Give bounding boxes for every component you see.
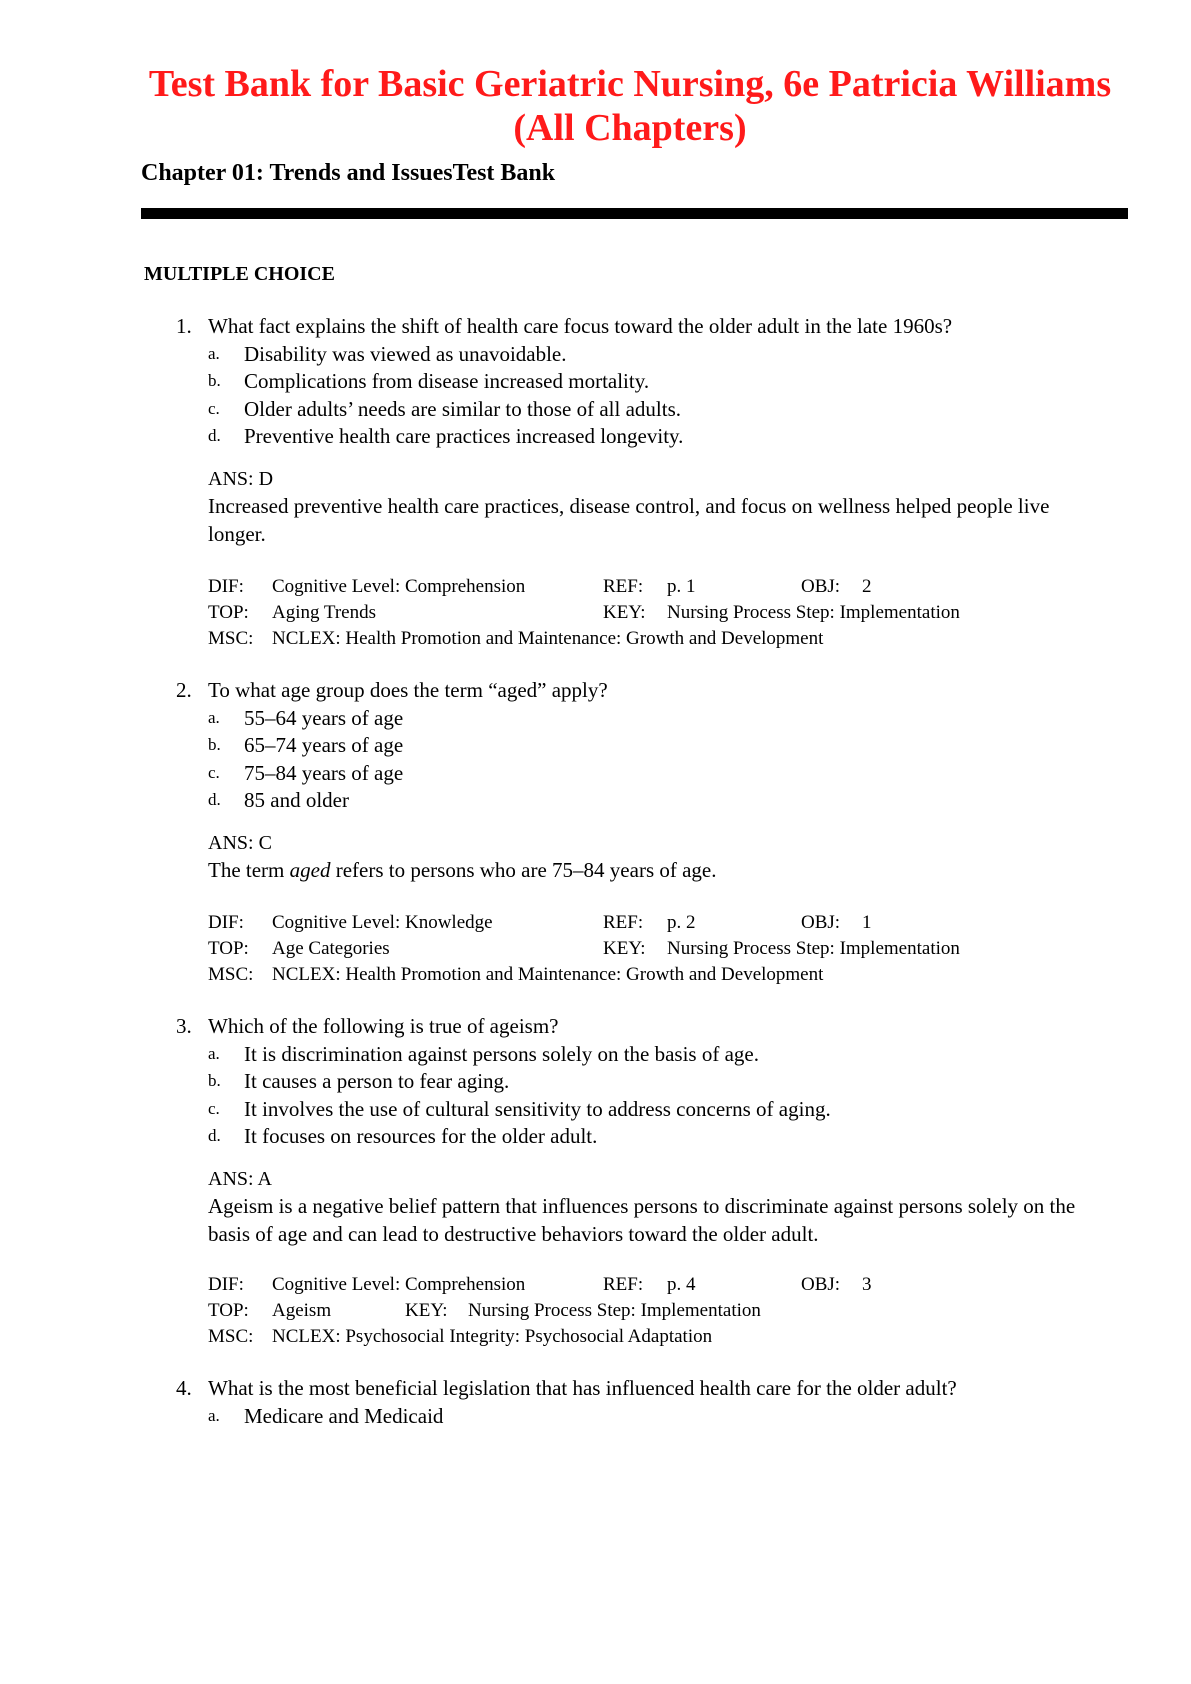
option-text: Disability was viewed as unavoidable. <box>244 342 567 366</box>
ref-label: REF: <box>603 912 644 933</box>
option-letter: d. <box>208 1126 221 1145</box>
answer-rationale: Increased preventive health care practices, disease control, and focus on wellness helped people live longer. <box>208 494 1050 546</box>
msc-value: NCLEX: Psychosocial Integrity: Psychosocial Adaptation <box>272 1326 713 1347</box>
ref-value: p. 2 <box>667 912 696 933</box>
question-number: 1. <box>176 314 192 338</box>
top-value: Age Categories <box>272 938 390 959</box>
chapter-heading: Chapter 01: Trends and IssuesTest Bank <box>141 160 556 186</box>
option-letter: a. <box>208 1406 220 1425</box>
ref-value: p. 1 <box>667 576 696 597</box>
key-label: KEY: <box>405 1300 448 1321</box>
rationale-text: The term <box>208 858 290 882</box>
option-text: It involves the use of cultural sensitivity to address concerns of aging. <box>244 1097 831 1121</box>
option-letter: b. <box>208 371 221 390</box>
option-text: It focuses on resources for the older adult. <box>244 1124 598 1148</box>
obj-value: 3 <box>862 1274 872 1295</box>
obj-value: 1 <box>862 912 872 933</box>
option-letter: b. <box>208 735 221 754</box>
option-letter: d. <box>208 426 221 445</box>
obj-value: 2 <box>862 576 872 597</box>
option-text: 55–64 years of age <box>244 706 404 730</box>
key-value: Nursing Process Step: Implementation <box>667 938 960 959</box>
top-label: TOP: <box>208 938 249 959</box>
ref-label: REF: <box>603 1274 644 1295</box>
top-value: Aging Trends <box>272 602 376 623</box>
option-letter: a. <box>208 708 220 727</box>
answer-key: ANS: A <box>208 1168 272 1190</box>
msc-label: MSC: <box>208 1326 254 1347</box>
obj-label: OBJ: <box>801 912 841 933</box>
option-letter: c. <box>208 399 220 418</box>
question-number: 2. <box>176 678 192 702</box>
top-label: TOP: <box>208 1300 249 1321</box>
section-heading: MULTIPLE CHOICE <box>144 263 335 285</box>
msc-label: MSC: <box>208 964 254 985</box>
option-text: Older adults’ needs are similar to those of all adults. <box>244 397 681 421</box>
dif-value: Cognitive Level: Comprehension <box>272 1274 526 1295</box>
rationale-emphasis: aged <box>289 858 331 882</box>
option-text: It is discrimination against persons solely on the basis of age. <box>244 1042 759 1066</box>
answer-rationale: Ageism is a negative belief pattern that influences persons to discriminate against persons solely on the basis of age and can lead to destructive behaviors toward the older adult. <box>208 1194 1076 1246</box>
question-text: What is the most beneficial legislation that has influenced health care for the older adult? <box>208 1376 957 1400</box>
option-text: 85 and older <box>244 788 349 812</box>
option-text: 75–84 years of age <box>244 761 404 785</box>
question-text: Which of the following is true of ageism? <box>208 1014 559 1038</box>
ref-value: p. 4 <box>667 1274 696 1295</box>
option-text: Medicare and Medicaid <box>244 1404 444 1428</box>
key-value: Nursing Process Step: Implementation <box>468 1300 761 1321</box>
question-text: To what age group does the term “aged” apply? <box>208 678 608 702</box>
option-text: Preventive health care practices increased longevity. <box>244 424 684 448</box>
document-title: Test Bank for Basic Geriatric Nursing, 6e Patricia Williams (All Chapters) <box>148 63 1112 149</box>
answer-rationale <box>208 857 1088 885</box>
option-text: It causes a person to fear aging. <box>244 1069 510 1093</box>
dif-label: DIF: <box>208 1274 244 1295</box>
ref-label: REF: <box>603 576 644 597</box>
dif-label: DIF: <box>208 576 244 597</box>
dif-value: Cognitive Level: Knowledge <box>272 912 493 933</box>
question-text: What fact explains the shift of health care focus toward the older adult in the late 1960s? <box>208 314 953 338</box>
obj-label: OBJ: <box>801 1274 841 1295</box>
option-letter: c. <box>208 1099 220 1118</box>
option-letter: a. <box>208 1044 220 1063</box>
key-label: KEY: <box>603 602 646 623</box>
option-letter: c. <box>208 763 220 782</box>
option-letter: d. <box>208 790 221 809</box>
question-number: 3. <box>176 1014 192 1038</box>
answer-key: ANS: D <box>208 468 274 490</box>
top-label: TOP: <box>208 602 249 623</box>
question-number: 4. <box>176 1376 192 1400</box>
key-value: Nursing Process Step: Implementation <box>667 602 960 623</box>
heading-divider <box>141 208 1128 219</box>
msc-label: MSC: <box>208 628 254 649</box>
option-letter: a. <box>208 344 220 363</box>
rationale-text: refers to persons who are 75–84 years of age. <box>330 858 717 882</box>
dif-label: DIF: <box>208 912 244 933</box>
top-value: Ageism <box>272 1300 332 1321</box>
option-text: 65–74 years of age <box>244 733 404 757</box>
dif-value: Cognitive Level: Comprehension <box>272 576 526 597</box>
msc-value: NCLEX: Health Promotion and Maintenance: Growth and Development <box>272 964 824 985</box>
key-label: KEY: <box>603 938 646 959</box>
obj-label: OBJ: <box>801 576 841 597</box>
answer-key: ANS: C <box>208 832 272 854</box>
option-text: Complications from disease increased mortality. <box>244 369 650 393</box>
msc-value: NCLEX: Health Promotion and Maintenance: Growth and Development <box>272 628 824 649</box>
option-letter: b. <box>208 1071 221 1090</box>
